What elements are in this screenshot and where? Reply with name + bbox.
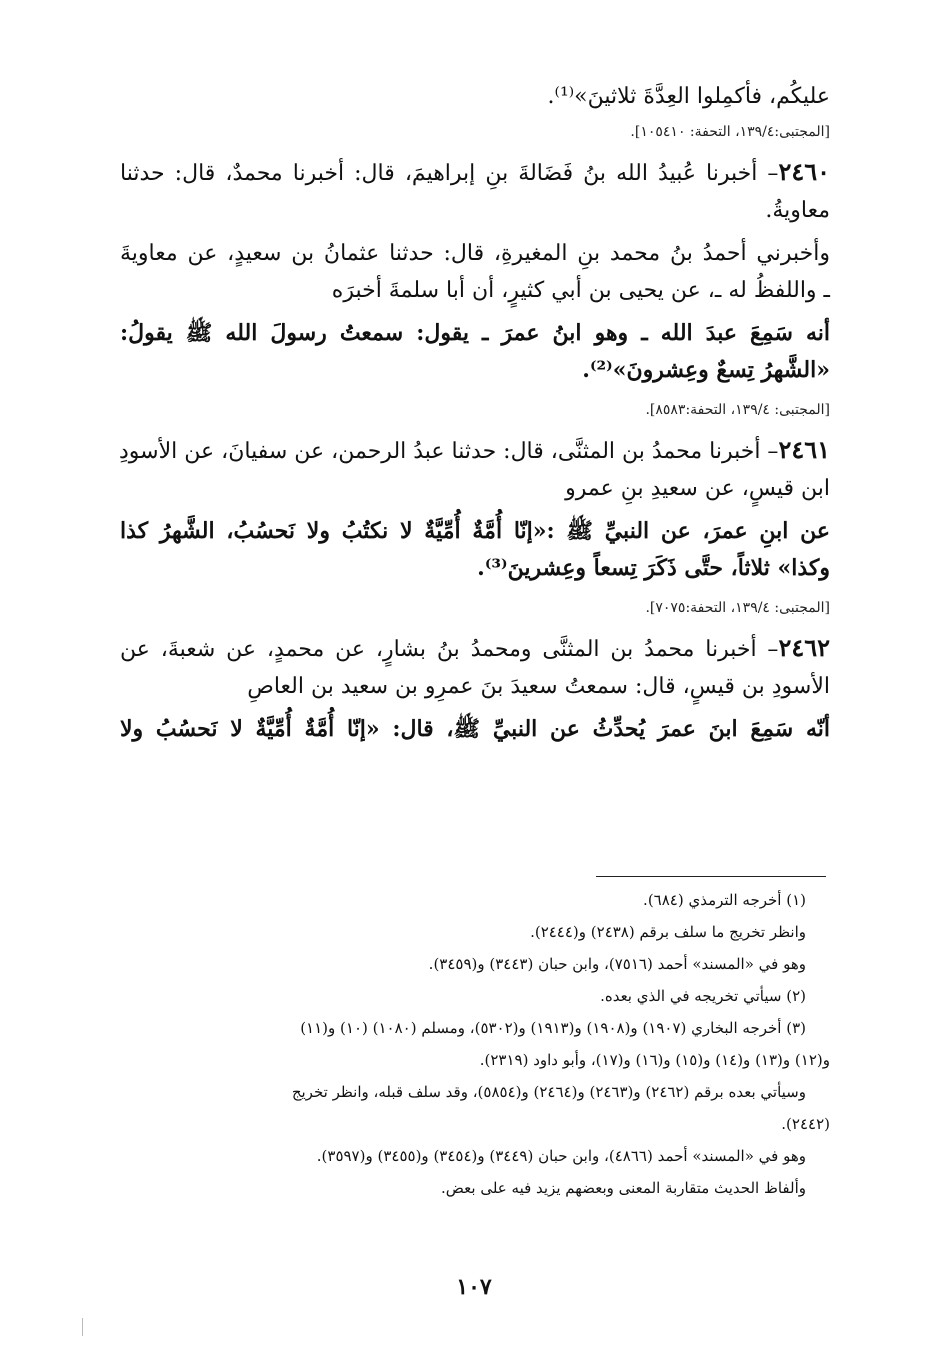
footnote-line: وهو في «المسند» أحمد (٧٥١٦)، وابن حبان (٣٤٤٣) و(٣٤٥٩). — [428, 955, 806, 973]
hadith-number: ٢٤٦٠ — [778, 157, 830, 186]
hadith-2460-chain: ٢٤٦٠– أخبرنا عُبيدُ الله بنُ فَضَالةَ بنِ إبراهيمَ، قال: أخبرنا محمدٌ، قال: حدثنا — [120, 157, 830, 186]
footnote-line: وهو في «المسند» أحمد (٤٨٦٦)، وابن حبان (٣٤٤٩) و(٣٤٥٤) و(٣٤٥٥) و(٣٥٩٧). — [316, 1147, 806, 1165]
page-number: ١٠٧ — [456, 1274, 492, 1300]
footnotes — [120, 884, 830, 1204]
footnote-line: وألفاظ الحديث متقاربة المعنى وبعضهم يزيد فيه على بعض. — [441, 1179, 806, 1197]
source-reference: [المجتبى: ١٣٩/٤، التحفة:٧٠٧٥]. — [645, 600, 830, 616]
footnote-line: (١) أخرجه الترمذي (٦٨٤). — [643, 891, 806, 909]
footnote-line: (٢٤٤٢). — [781, 1115, 830, 1133]
text-line: معاويةُ. — [765, 198, 830, 223]
source-reference: [المجتبى:١٣٩/٤، التحفة: ١٠٥٤١٠]. — [630, 124, 830, 140]
footnote-line: (٣) أخرجه البخاري (١٩٠٧) و(١٩٠٨) و(١٩١٣) و(٥٣٠٢)، ومسلم (١٠٨٠) (١٠) و(١١) — [300, 1019, 806, 1037]
text-line: الأسودِ بن قيسٍ، قال: سمعتُ سعيدَ بنَ عمرِو بن سعيد بن العاصِ — [247, 674, 830, 699]
text-line: وأخبرني أحمدُ بنُ محمد بنِ المغيرةِ، قال: حدثنا عثمانُ بن سعيدٍ، عن معاويةَ — [120, 241, 830, 266]
text-line: ـ واللفظُ له ـ، عن يحيى بن أبي كثيرٍ، أن أبا سلمةَ أخبرَه — [331, 278, 830, 303]
footnote-divider — [596, 876, 826, 877]
main-text — [120, 78, 830, 748]
hadith-matn: أنّه سَمِعَ ابنَ عمرَ يُحدِّثُ عن النبيِّ ﷺ، قال: «إنّا أُمَّةٌ أُمِّيَّةٌ لا نَحسُبُ ولا — [120, 716, 830, 742]
hadith-matn: أنه سَمِعَ عبدَ الله ـ وهو ابنُ عمرَ ـ يقول: سمعتُ رسولَ الله ﷺ يقولُ: — [120, 320, 830, 346]
hadith-matn: «الشَّهرُ تِسعٌ وعِشرونَ»⁽²⁾. — [582, 357, 830, 383]
hadith-matn: عن ابنِ عمرَ، عن النبيِّ ﷺ :«إنّا أُمَّةٌ أُمِّيَّةٌ لا نكتُبُ ولا نَحسُبُ، الشَّهرُ كذا — [120, 518, 830, 544]
hadith-2461-chain: ٢٤٦١– أخبرنا محمدُ بن المثنَّى، قال: حدثنا عبدُ الرحمن، عن سفيانَ، عن الأسودِ — [119, 435, 830, 464]
text-line: ابن قيسٍ، عن سعيدِ بنِ عمرو — [565, 476, 830, 501]
hadith-number: ٢٤٦١ — [778, 435, 830, 464]
footnote-line: و(١٢) و(١٣) و(١٤) و(١٥) و(١٦) و(١٧)، وأبو داود (٢٣١٩). — [479, 1051, 830, 1069]
scan-mark — [82, 1318, 83, 1336]
hadith-number: ٢٤٦٢ — [778, 633, 830, 662]
footnote-line: وانظر تخريج ما سلف برقم (٢٤٣٨) و(٢٤٤٤). — [530, 923, 806, 941]
hadith-2462-chain: ٢٤٦٢– أخبرنا محمدُ بن المثنَّى ومحمدُ بنُ بشارٍ، عن محمدٍ، عن شعبةَ، عن — [120, 633, 830, 662]
hadith-matn: وكذا» ثلاثاً، حتَّى ذَكَرَ تِسعاً وعِشرينَ⁽³⁾. — [477, 555, 830, 581]
text-line: عليكُم، فأكمِلوا العِدَّةَ ثلاثينَ»⁽¹⁾. — [547, 84, 830, 109]
source-reference: [المجتبى: ١٣٩/٤، التحفة:٨٥٨٣]. — [645, 402, 830, 418]
footnote-line: وسيأتي بعده برقم (٢٤٦٢) و(٢٤٦٣) و(٢٤٦٤) و(٥٨٥٤)، وقد سلف قبله، وانظر تخريج — [291, 1083, 806, 1101]
footnote-line: (٢) سيأتي تخريجه في الذي بعده. — [600, 987, 806, 1005]
